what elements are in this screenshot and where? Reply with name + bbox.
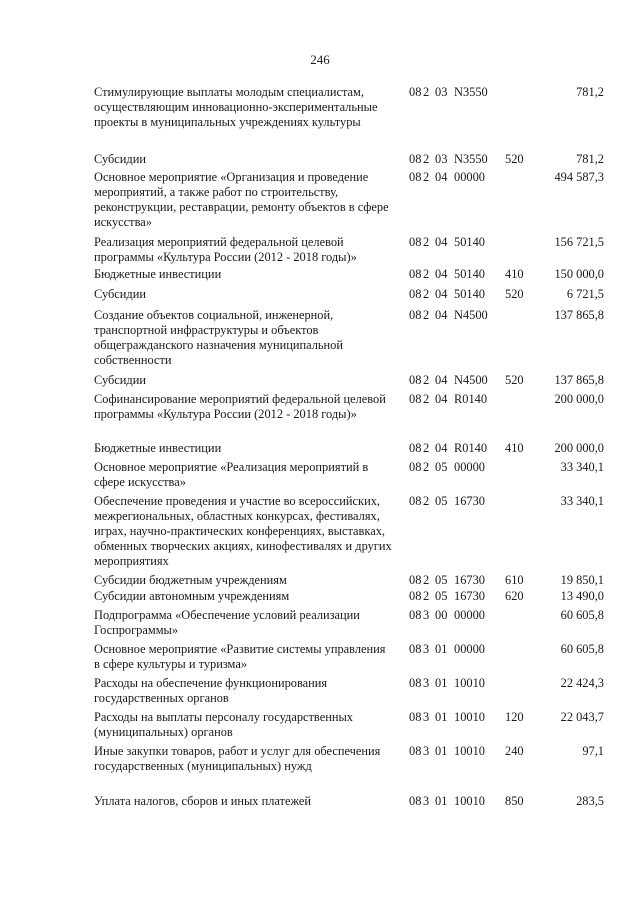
table-row [0, 642, 640, 672]
expense-name: Реализация мероприятий федеральной целевой программы «Культура России (2012 - 2018 годы)» [94, 235, 357, 264]
table-row [0, 460, 640, 490]
subprogram-code: 01 [435, 710, 448, 724]
subprogram-code: 03 [435, 152, 448, 166]
table-row [0, 573, 640, 588]
table-row [0, 392, 640, 437]
amount: 22 424,3 [560, 676, 604, 690]
table-row [0, 235, 640, 265]
subprogram-code: 01 [435, 794, 448, 808]
expense-type-code: 240 [505, 744, 524, 758]
section-code: 08 [409, 573, 422, 587]
article-code: N3550 [454, 85, 488, 99]
expense-name: Основное мероприятие «Развитие системы управления в сфере культуры и туризма» [94, 642, 386, 671]
subprogram-code: 03 [435, 85, 448, 99]
program-code: 2 [423, 267, 430, 281]
amount: 60 605,8 [560, 642, 604, 656]
section-code: 08 [409, 373, 422, 387]
subprogram-code: 04 [435, 392, 448, 406]
expense-name: Иные закупки товаров, работ и услуг для обеспечения государственных (муниципальных) нужд [94, 744, 381, 773]
expense-name: Субсидии автономным учреждениям [94, 589, 290, 603]
expense-type-code: 410 [505, 267, 524, 281]
expense-type-code: 520 [505, 373, 524, 387]
table-row [0, 589, 640, 604]
amount: 150 000,0 [554, 267, 604, 281]
program-code: 2 [423, 573, 430, 587]
subprogram-code: 05 [435, 573, 448, 587]
article-code: N4500 [454, 373, 488, 387]
expense-name: Субсидии [94, 152, 146, 166]
program-code: 2 [423, 235, 430, 249]
amount: 200 000,0 [554, 441, 604, 455]
program-code: 2 [423, 494, 430, 508]
section-code: 08 [409, 494, 422, 508]
subprogram-code: 00 [435, 608, 448, 622]
amount: 60 605,8 [560, 608, 604, 622]
expense-name: Бюджетные инвестиции [94, 441, 222, 455]
program-code: 2 [423, 308, 430, 322]
subprogram-code: 04 [435, 267, 448, 281]
subprogram-code: 05 [435, 494, 448, 508]
amount: 22 043,7 [560, 710, 604, 724]
expense-name: Создание объектов социальной, инженерной, транспортной инфраструктуры и объектов общегражданского назначения муниципальной собственности [94, 308, 344, 367]
table-row [0, 373, 640, 388]
expense-type-code: 520 [505, 152, 524, 166]
amount: 13 490,0 [560, 589, 604, 603]
amount: 781,2 [576, 85, 604, 99]
amount: 200 000,0 [554, 392, 604, 406]
program-code: 3 [423, 676, 430, 690]
expense-name: Расходы на выплаты персоналу государственных (муниципальных) органов [94, 710, 353, 739]
expense-type-code: 850 [505, 794, 524, 808]
amount: 97,1 [582, 744, 604, 758]
expense-type-code: 610 [505, 573, 524, 587]
section-code: 08 [409, 589, 422, 603]
program-code: 3 [423, 608, 430, 622]
table-row [0, 608, 640, 638]
expense-name: Подпрограмма «Обеспечение условий реализации Госпрограммы» [94, 608, 360, 637]
article-code: 16730 [454, 589, 485, 603]
amount: 283,5 [576, 794, 604, 808]
program-code: 3 [423, 710, 430, 724]
subprogram-code: 04 [435, 235, 448, 249]
section-code: 08 [409, 608, 422, 622]
article-code: 50140 [454, 267, 485, 281]
article-code: N4500 [454, 308, 488, 322]
section-code: 08 [409, 676, 422, 690]
table-row [0, 85, 640, 145]
page-number: 246 [310, 52, 330, 67]
expense-type-code: 520 [505, 287, 524, 301]
article-code: 10010 [454, 676, 485, 690]
program-code: 2 [423, 287, 430, 301]
expense-name: Бюджетные инвестиции [94, 267, 222, 281]
section-code: 08 [409, 710, 422, 724]
article-code: 10010 [454, 710, 485, 724]
table-row [0, 794, 640, 809]
expense-name: Субсидии бюджетным учреждениям [94, 573, 287, 587]
amount: 19 850,1 [560, 573, 604, 587]
program-code: 2 [423, 441, 430, 455]
section-code: 08 [409, 392, 422, 406]
program-code: 3 [423, 744, 430, 758]
table-row [0, 710, 640, 740]
article-code: 00000 [454, 460, 485, 474]
article-code: R0140 [454, 441, 488, 455]
section-code: 08 [409, 308, 422, 322]
article-code: 00000 [454, 608, 485, 622]
amount: 781,2 [576, 152, 604, 166]
program-code: 3 [423, 794, 430, 808]
section-code: 08 [409, 794, 422, 808]
section-code: 08 [409, 85, 422, 99]
amount: 137 865,8 [554, 373, 604, 387]
expense-name: Уплата налогов, сборов и иных платежей [94, 794, 312, 808]
article-code: 16730 [454, 494, 485, 508]
expense-type-code: 620 [505, 589, 524, 603]
article-code: 50140 [454, 287, 485, 301]
table-row [0, 441, 640, 456]
article-code: N3550 [454, 152, 488, 166]
amount: 156 721,5 [554, 235, 604, 249]
article-code: 00000 [454, 642, 485, 656]
amount: 33 340,1 [560, 460, 604, 474]
expense-name: Основное мероприятие «Реализация мероприятий в сфере искусства» [94, 460, 369, 489]
section-code: 08 [409, 267, 422, 281]
subprogram-code: 04 [435, 441, 448, 455]
article-code: R0140 [454, 392, 488, 406]
expense-type-code: 120 [505, 710, 524, 724]
section-code: 08 [409, 152, 422, 166]
section-code: 08 [409, 170, 422, 184]
section-code: 08 [409, 441, 422, 455]
table-row [0, 744, 640, 789]
program-code: 2 [423, 373, 430, 387]
program-code: 2 [423, 85, 430, 99]
program-code: 3 [423, 642, 430, 656]
expense-name: Обеспечение проведения и участие во всероссийских, межрегиональных, областных конкурсах, фестивалях, играх, научно-практических конференциях, выставках, обменных творческих акциях, кинофестивалях и других мероприятиях [94, 494, 392, 568]
article-code: 50140 [454, 235, 485, 249]
subprogram-code: 05 [435, 589, 448, 603]
section-code: 08 [409, 287, 422, 301]
table-row [0, 152, 640, 167]
table-row [0, 170, 640, 230]
subprogram-code: 04 [435, 170, 448, 184]
subprogram-code: 04 [435, 373, 448, 387]
expense-name: Субсидии [94, 287, 146, 301]
subprogram-code: 05 [435, 460, 448, 474]
expense-name: Основное мероприятие «Организация и проведение мероприятий, а также работ по строительству, реконструкции, реставрации, ремонту объектов в сфере искусства» [94, 170, 389, 229]
table-row [0, 494, 640, 569]
article-code: 16730 [454, 573, 485, 587]
table-row [0, 287, 640, 302]
program-code: 2 [423, 589, 430, 603]
program-code: 2 [423, 152, 430, 166]
program-code: 2 [423, 460, 430, 474]
amount: 6 721,5 [566, 287, 604, 301]
table-row [0, 267, 640, 282]
subprogram-code: 04 [435, 287, 448, 301]
section-code: 08 [409, 460, 422, 474]
amount: 33 340,1 [560, 494, 604, 508]
program-code: 2 [423, 170, 430, 184]
article-code: 10010 [454, 794, 485, 808]
subprogram-code: 01 [435, 744, 448, 758]
expense-name: Стимулирующие выплаты молодым специалистам, осуществляющим инновационно-экспериментальные проекты в муниципальных учреждениях культуры [94, 85, 378, 129]
section-code: 08 [409, 642, 422, 656]
amount: 137 865,8 [554, 308, 604, 322]
subprogram-code: 01 [435, 676, 448, 690]
subprogram-code: 04 [435, 308, 448, 322]
table-row [0, 676, 640, 706]
section-code: 08 [409, 235, 422, 249]
expense-name: Расходы на обеспечение функционирования государственных органов [94, 676, 328, 705]
subprogram-code: 01 [435, 642, 448, 656]
program-code: 2 [423, 392, 430, 406]
section-code: 08 [409, 744, 422, 758]
expense-type-code: 410 [505, 441, 524, 455]
article-code: 10010 [454, 744, 485, 758]
expense-name: Софинансирование мероприятий федеральной целевой программы «Культура России (2012 - 2018 годы)» [94, 392, 386, 421]
table-row [0, 308, 640, 368]
expense-name: Субсидии [94, 373, 146, 387]
article-code: 00000 [454, 170, 485, 184]
amount: 494 587,3 [554, 170, 604, 184]
